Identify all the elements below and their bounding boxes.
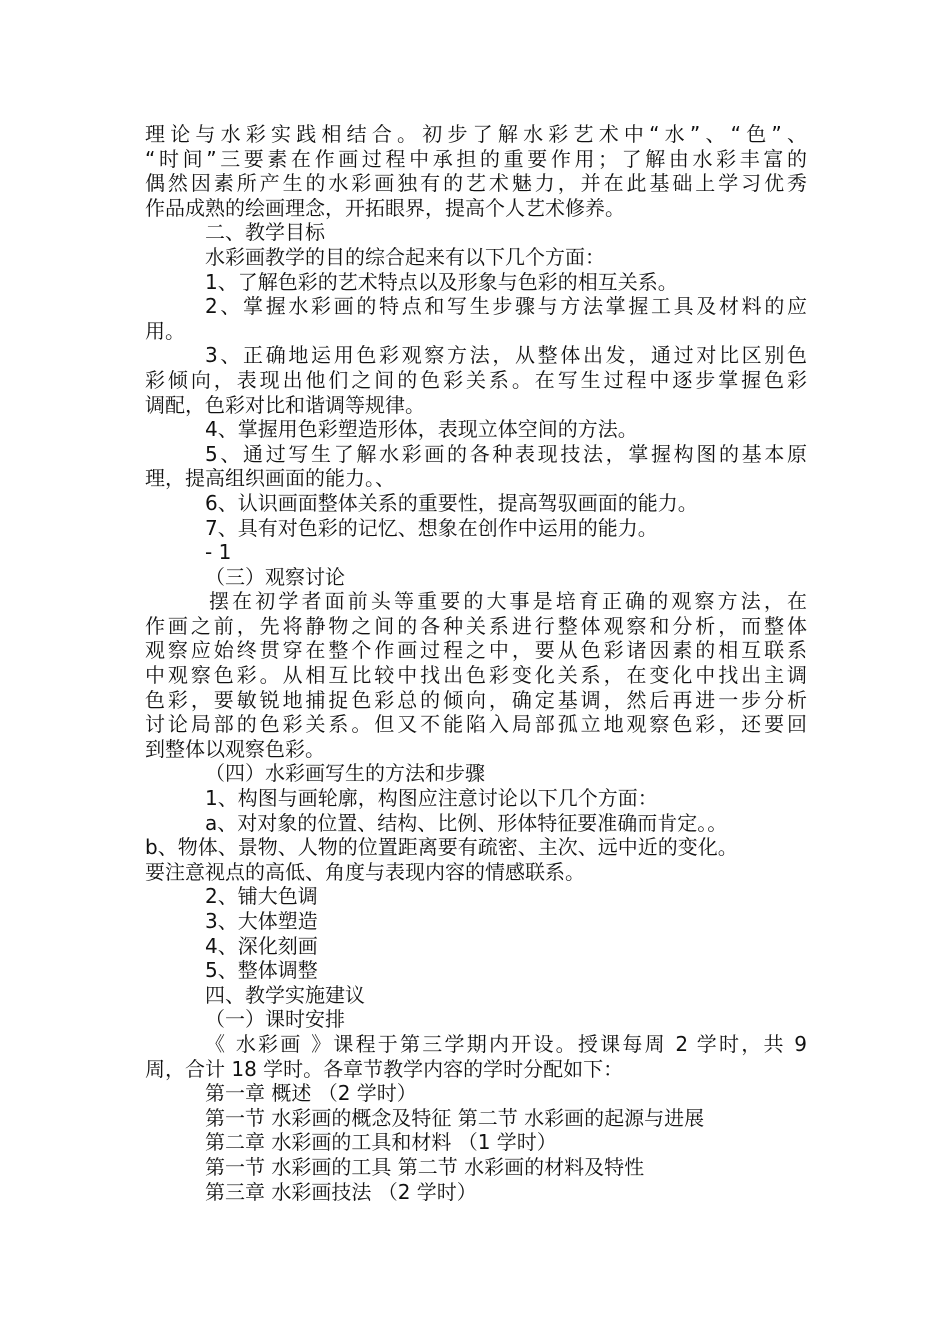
document-body [145,122,807,1204]
chapter-line: 第一章 概述 （2 学时） [205,1081,417,1106]
list-item: 1、构图与画轮廓，构图应注意讨论以下几个方面： [205,786,658,811]
section-heading: （三）观察讨论 [205,564,345,589]
list-item: 6、认识画面整体关系的重要性，提高驾驭画面的能力。 [205,490,698,515]
list-item: 4、深化刻画 [205,933,318,958]
chapter-line: 第三章 水彩画技法 （2 学时） [205,1179,477,1204]
body-line: 水彩画教学的目的综合起来有以下几个方面： [205,244,605,269]
body-line: 摆在初学者面前头等重要的大事是培育正确的观察方法，在 [209,589,807,614]
section-heading: 二、教学目标 [205,220,325,245]
body-line: “时间”三要素在作画过程中承担的重要作用；了解由水彩丰富的 [145,146,807,171]
body-line: 观察应始终贯穿在整个作画过程之中，要从色彩诸因素的相互联系 [145,638,807,663]
chapter-line: 第一节 水彩画的概念及特征 第二节 水彩画的起源与进展 [205,1105,705,1130]
body-line: 色彩，要敏锐地捕捉色彩总的倾向，确定基调，然后再进一步分析 [145,687,807,712]
list-item: 1、了解色彩的艺术特点以及形象与色彩的相互关系。 [205,269,678,294]
body-line: 彩倾向，表现出他们之间的色彩关系。在写生过程中逐步掌握色彩 [145,367,807,392]
page-number: - 1 [205,540,232,565]
section-heading: 四、教学实施建议 [205,982,365,1007]
list-item: b、物体、景物、人物的位置距离要有疏密、主次、远中近的变化。 [145,835,738,860]
body-line: 作画之前，先将静物之间的各种关系进行整体观察和分析，而整体 [145,613,807,638]
chapter-line: 第一节 水彩画的工具 第二节 水彩画的材料及特性 [205,1154,645,1179]
body-line: 周，合计 18 学时。各章节教学内容的学时分配如下： [145,1056,624,1081]
body-line: 讨论局部的色彩关系。但又不能陷入局部孤立地观察色彩，还要回 [145,712,807,737]
body-line: 作品成熟的绘画理念，开拓眼界，提高个人艺术修养。 [145,195,625,220]
body-line: 中观察色彩。从相互比较中找出色彩变化关系，在变化中找出主调 [145,663,807,688]
body-line: 要注意视点的高低、角度与表现内容的情感联系。 [145,859,585,884]
list-item: 5、通过写生了解水彩画的各种表现技法，掌握构图的基本原 [205,441,807,466]
subsection-heading: （一）课时安排 [205,1007,345,1032]
body-line: 偶然因素所产生的水彩画独有的艺术魅力，并在此基础上学习优秀 [145,171,807,196]
body-line: 理论与水彩实践相结合。初步了解水彩艺术中“水”、“色”、 [145,122,807,146]
list-item: 3、正确地运用色彩观察方法，从整体出发，通过对比区别色 [205,343,807,368]
body-line: 《 水彩画 》课程于第三学期内开设。授课每周 2 学时，共 9 [205,1031,807,1056]
chapter-line: 第二章 水彩画的工具和材料 （1 学时） [205,1130,557,1155]
body-line: 用。 [145,318,185,343]
list-item: 3、大体塑造 [205,909,318,933]
body-line: 调配，色彩对比和谐调等规律。 [145,392,425,417]
section-heading: （四）水彩画写生的方法和步骤 [205,761,485,786]
body-line: 理，提高组织画面的能力。、 [145,466,395,491]
list-item: 5、整体调整 [205,958,318,983]
list-item: 4、掌握用色彩塑造形体，表现立体空间的方法。 [205,417,638,442]
list-item: a、对对象的位置、结构、比例、形体特征要准确而肯定。。 [205,810,728,835]
list-item: 7、具有对色彩的记忆、想象在创作中运用的能力。 [205,515,658,540]
list-item: 2、掌握水彩画的特点和写生步骤与方法掌握工具及材料的应 [205,294,807,319]
body-line: 到整体以观察色彩。 [145,736,325,761]
list-item: 2、铺大色调 [205,884,318,909]
